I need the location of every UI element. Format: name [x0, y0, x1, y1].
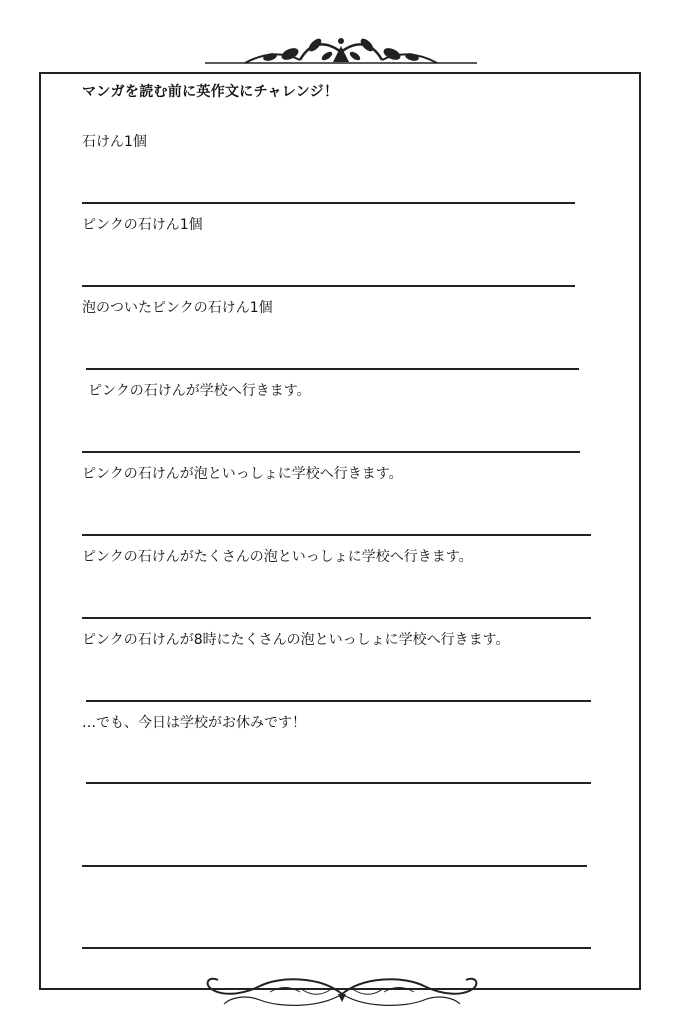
prompt-7: ピンクの石けんが8時にたくさんの泡といっしょに学校へ行きます。	[82, 632, 510, 648]
answer-line-6[interactable]	[82, 617, 591, 619]
bottom-ornament-icon	[200, 972, 485, 1012]
prompt-5: ピンクの石けんが泡といっしょに学校へ行きます。	[82, 466, 403, 482]
prompt-2: ピンクの石けん1個	[82, 217, 203, 233]
answer-line-8[interactable]	[86, 782, 591, 784]
prompt-3: 泡のついたピンクの石けん1個	[82, 300, 273, 316]
prompt-8: …でも、今日は学校がお休みです！	[82, 715, 306, 731]
answer-line-1[interactable]	[82, 202, 575, 204]
answer-line-4[interactable]	[82, 451, 580, 453]
prompt-6: ピンクの石けんがたくさんの泡といっしょに学校へ行きます。	[82, 549, 473, 565]
worksheet-title: マンガを読む前に英作文にチャレンジ！	[82, 84, 339, 100]
answer-line-9[interactable]	[82, 865, 587, 867]
worksheet-frame	[39, 72, 641, 990]
prompt-4: ピンクの石けんが学校へ行きます。	[88, 383, 311, 399]
answer-line-10[interactable]	[82, 947, 591, 949]
prompt-1: 石けん1個	[82, 134, 147, 150]
top-ornament-icon	[205, 30, 477, 72]
answer-line-2[interactable]	[82, 285, 575, 287]
answer-line-7[interactable]	[86, 700, 591, 702]
answer-line-5[interactable]	[82, 534, 591, 536]
answer-line-3[interactable]	[86, 368, 579, 370]
